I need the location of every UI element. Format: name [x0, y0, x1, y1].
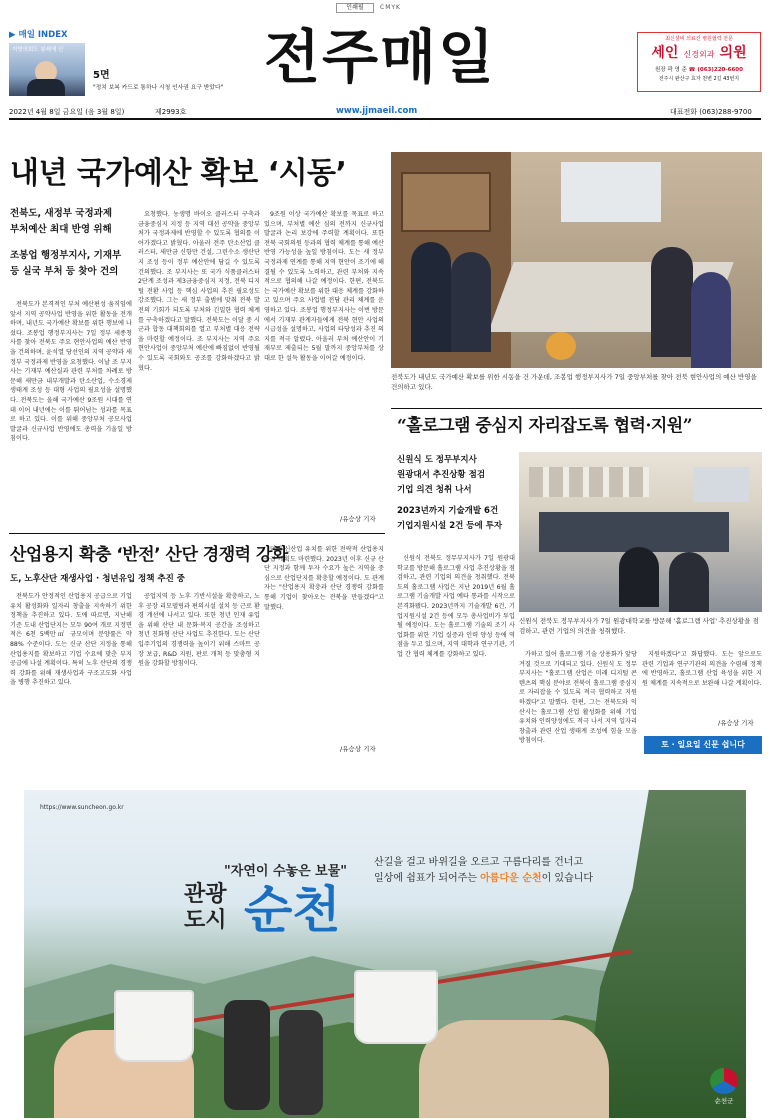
- print-stamp: 인쇄필: [336, 3, 374, 13]
- article1-col1-text: 전북도가 본격적인 부처 예산편성 움직임에 앞서 지역 공약사업 반영을 위한 활동을 전개하며, 내년도 국가예산 확보를 위한 행보에 나섰다. 조봉업 행정부지사는 7일 정부 세종청사를 찾아 전북도 주요 현안사업의 예산 반영을 건의하며, 윤석열 당선인의 지역 공약과 새 정부 국정과제 반영을 요청했다. 이날 조 부지사는 기재부 예산실과 관련 부처를 차례로 방문해 새만금 내부개발과 탄소산업, 수소경제 생태계 조성 등 대형 사업의 필요성을 설명했다. 전북도는 올해 국가예산 9조원 시대를 연 데 이어 내년에는 이를 뛰어넘는 성과를 목표로 하고 있다. 이를 위해 중앙부처 공모사업 발굴과 신규사업 반영에도 총력을 기울일 방침이다.: [10, 301, 132, 443]
- article2-sub2: 원광대서 추진상황 점검: [397, 470, 486, 480]
- article1-caption: 전북도가 내년도 국가예산 확보를 위한 시동을 건 가운데, 조봉업 행정부지사가 7일 중앙부처를 찾아 전북 현안사업의 예산 반영을 건의하고 있다.: [391, 373, 757, 391]
- article1-sub3: 조봉업 행정부지사, 기재부: [10, 250, 122, 261]
- article2-sub3: 기업 의견 청취 나서: [397, 485, 472, 495]
- article1-col2-text: 요청했다. 농생명 바이오 클러스터 구축과 금융중심지 지정 등 지역 대선 공약을 중앙부처가 국정과제에 반영할 수 있도록 협의를 이어가겠다고 밝혔다. 아울러 전주 탄소산업 클러스터, 새만금 신항만 건설, 그린수소 생산단지 조성 등이 정부 예산안에 담길 수 있도록 건의했다. 조 부지사는 또 국가 식품클러스터 2단계 조성과 제3금융중심지 지정, 전북 디지털 전환 사업 등 핵심 사업의 추진 필요성도 강조했다. 그는 새 정부 출범에 맞춰 전북 발전의 기회가 되도록 부처와 긴밀한 협력 체계를 구축하겠다고 말했다. 전북도는 이달 중 시군과 합동 대책회의를 열고 부처별 대응 전략을 마련할 예정이다. 조 부지사는 지역 주요 현안사업이 중앙부처 예산에 빠짐없이 반영될 수 있도록 국회와도 공조를 강화하겠다고 밝혔다.: [138, 211, 260, 372]
- article3-col3-text: 미래 신산업 유치를 위한 전략적 산업용지 공급 계획도 마련했다. 2023년 이후 신규 산단 지정과 함께 투자 수요가 높은 지역을 중심으로 산업단지를 확충할 예정이다. 도 관계자는 "산업용지 확충과 산단 경쟁력 강화를 통해 기업이 찾아오는 전북을 만들겠다"고 말했다.: [264, 546, 384, 611]
- hand-right-image: [419, 1020, 609, 1118]
- top-ad-name1: 세인: [651, 45, 679, 61]
- arrow-icon: ▶: [9, 30, 16, 40]
- article3-col1: [10, 592, 132, 757]
- suncheon-logo-icon: [710, 1068, 738, 1094]
- article3-col2: [138, 592, 260, 757]
- mug-right-icon: [354, 970, 438, 1044]
- weekend-notice: 토 · 일요일 신문 쉽니다: [644, 736, 762, 754]
- article3-col1-text: 전북도가 안정적인 산업용지 공급으로 기업유치 활성화와 일자리 창출을 지속하기 위한 정책을 추진하고 있다. 도에 따르면, 지난해 기준 도내 산업단지는 모두 90여 개로 지정면적은 6천 5백만㎡ 규모이며 분양률은 약 88% 수준이다. 도는 신규 산단 지정을 통해 산업용지를 확보하고 기업 수요에 맞춘 부지 공급에 나설 계획이다. 특히 노후 산단의 경쟁력 강화를 위해 재생사업과 구조고도화 사업을 병행 추진하고 있다.: [10, 593, 132, 687]
- article1-photo[interactable]: [391, 152, 762, 368]
- thumbnail-text: 지방의회도 봉쇄에 신: [12, 47, 64, 53]
- article2-subheads: [397, 453, 515, 534]
- article2-sub5: 기업지원시설 2건 등에 투자: [397, 521, 503, 531]
- index-label: 매일 INDEX: [18, 30, 68, 40]
- index-thumbnail[interactable]: [9, 43, 85, 96]
- article1-byline: /유승상 기자: [340, 515, 376, 523]
- article3-subhead: 도, 노후산단 재생사업 · 청년유입 정책 추진 중: [10, 574, 185, 584]
- article3-col3: [264, 545, 384, 745]
- ad-big3: 순천: [244, 881, 341, 939]
- article3-rule: [9, 533, 385, 534]
- top-ad-name3: 의원: [719, 45, 747, 61]
- ad-line2-b: 아름다운 순천: [480, 873, 542, 884]
- top-ad-address: 전주시 완산구 효자 천변 2길 43번지: [658, 76, 740, 82]
- boot-icon: [224, 1000, 270, 1110]
- article2-caption: 신원식 전북도 정무부지사가 7일 원광대학교를 방문해 '홀로그램 사업' 추진상황을 점검하고, 관련 기업의 의견을 청취했다.: [519, 617, 759, 635]
- article3-headline: 산업용지 확충 ‘반전’ 산단 경쟁력 강화: [10, 545, 288, 565]
- masthead-title: 전주매일: [263, 23, 497, 91]
- article3-col2-text: 공업지역 등 노후 기반시설을 확충하고, 노후 공장 리모델링과 편의시설 설치 등 근로 환경 개선에 나서고 있다. 또한 청년 인재 유입을 위해 산단 내 문화·복지 공간을 조성하고 청년 친화형 산단 사업도 추진한다. 도는 산단 입주기업의 경쟁력을 높이기 위해 스마트 공장 보급, R&D 지원, 판로 개척 등 맞춤형 지원을 강화할 방침이다.: [138, 593, 260, 668]
- article2-sub4: 2023년까지 기술개발 6건: [397, 506, 499, 516]
- article1-col1: [10, 300, 132, 525]
- article2-col2a: [519, 650, 637, 750]
- top-ad-name2: 신경외과: [683, 50, 715, 59]
- article2-col1: [397, 554, 515, 749]
- top-ad[interactable]: [637, 32, 761, 92]
- article1-col3-text: 9조원 이상 국가예산 확보를 목표로 하고 있으며, 부처별 예산 심의 전까지 신규사업 발굴과 논리 보강에 주력할 계획이다. 또한 전북 국회의원 등과의 협력 체계를 통해 예산 반영 가능성을 높일 방침이다. 도는 새 정부 국정과제 연계를 통해 지역 현안이 조기에 해결될 수 있도록 노력하고, 관련 부처와 지속적으로 협의해 나갈 예정이다. 한편, 전북도는 국가예산 확보를 위한 대응 체계를 강화하고 있으며 주요 사업별 전담 관리 체계를 운영하고 있다. 조봉업 행정부지사는 이번 방문에서 기재부 관계자들에게 전북 현안 사업의 시급성을 설명하고, 사업의 타당성과 추진 의지를 적극 알렸다. 아울러 부처 예산안이 기재부로 제출되는 5월 말까지 중앙부처를 상대로 한 설득 활동을 이어갈 예정이다.: [264, 211, 384, 362]
- bottom-ad[interactable]: [24, 790, 746, 1118]
- ad-logo-text: 순천군: [714, 1097, 734, 1105]
- mug-left-icon: [114, 990, 194, 1062]
- article2-col1-text: 신원식 전북도 정무부지사가 7일 원광대학교를 방문해 홀로그램 사업 추진상황을 점검하고, 관련 기업의 의견을 청취했다. 전북도의 홀로그램 사업은 지난 2019년 6월 홀로그램 기술개발 사업 예타 통과를 시작으로 본격화됐다. 2023년까지 기술개발 6건, 기업지원시설 2건 등에 모두 총사업비가 투입될 예정이다. 도는 홀로그램 기술의 조기 사업화를 위한 기업 실증과 인력 양성 등에 역점을 두고 있으며, 지역 대학과 연구기관, 기업 간 협력 체계를 강화하고 있다.: [397, 555, 515, 658]
- top-ad-doctor: 원장 곽 영 준: [655, 67, 687, 73]
- issue-date: 2022년 4월 8일 금요일 (음 3월 8일): [9, 108, 125, 116]
- ad-url[interactable]: https://www.suncheon.go.kr: [40, 804, 124, 811]
- article2-headline: “홀로그램 중심지 자리잡도록 협력·지원”: [397, 416, 692, 436]
- boot-icon: [279, 1010, 323, 1115]
- article1-col2: [138, 210, 260, 525]
- ad-line1: 산길을 걸고 바위길을 오르고 구름다리를 건너고: [374, 857, 584, 868]
- article1-sub1: 전북도, 새정부 국정과제: [10, 208, 112, 219]
- index-page: 5면: [93, 70, 110, 81]
- article2-byline: /유승상 기자: [718, 719, 754, 727]
- ad-big2: 도시: [184, 908, 227, 933]
- top-ad-line1: 최신설비 의료진 병원협력 전문: [665, 36, 733, 42]
- article1-headline: 내년 국가예산 확보 ‘시동’: [10, 156, 347, 191]
- article2-col2-text: 가하고 있어 홀로그램 기술 상용화가 앞당겨질 것으로 기대되고 있다. 신원식 도 정무부지사는 "홀로그램 산업은 미래 디지털 콘텐츠의 핵심 분야로 전북이 홀로그램 중심지로 자리잡을 수 있도록 적극 협력하고 지원하겠다"고 말했다. 한편, 그는 전북도와 익산시는 홀로그램 산업 활성화를 위해 기업 유치와 인력양성에도 적극 나서 지역 일자리 창출과 관련 산업 생태계 조성에 힘을 모을 방침이다.: [519, 651, 637, 745]
- article1-sub4: 등 실국 부처 등 찾아 건의: [10, 266, 119, 277]
- ad-line2-a: 일상에 쉼표가 되어주는: [374, 873, 481, 884]
- ad-copy: [374, 855, 593, 887]
- masthead-rule: [9, 118, 761, 120]
- article1-subheads: [10, 206, 132, 280]
- issue-number: 제2993호: [155, 108, 187, 116]
- article2-rule: [391, 408, 762, 409]
- site-url[interactable]: www.jjmaeil.com: [336, 106, 418, 116]
- article3-byline: /유승상 기자: [340, 745, 376, 753]
- ad-line2-c: 이 있습니다: [541, 873, 594, 884]
- index-quote: "정치 보복 카드로 통하나 시청 인사권 요구 받았다": [93, 85, 224, 91]
- ad-slogan: "자연이 수놓은 보물": [224, 864, 348, 879]
- article1-col3: [264, 210, 384, 515]
- print-marks: CMYK: [380, 4, 401, 11]
- article2-photo[interactable]: [519, 452, 762, 612]
- article2-sub1: 신원식 도 정무부지사: [397, 455, 477, 465]
- article2-col3: 지원하겠다"고 화답했다. 도는 앞으로도 관련 기업과 연구기관의 의견을 수렴해 정책에 반영하고, 홀로그램 산업 육성을 위한 지원 체계를 지속적으로 보완해 나갈 계획이다.: [642, 651, 762, 687]
- top-ad-phone: ☎ (063)220-6600: [688, 67, 743, 73]
- index-box: [9, 28, 89, 42]
- article1-sub2: 부처예산 최대 반영 위해: [10, 224, 112, 235]
- phone-main: 대표전화 (063)288-9700: [670, 108, 752, 116]
- ad-big1: 관광: [184, 882, 227, 907]
